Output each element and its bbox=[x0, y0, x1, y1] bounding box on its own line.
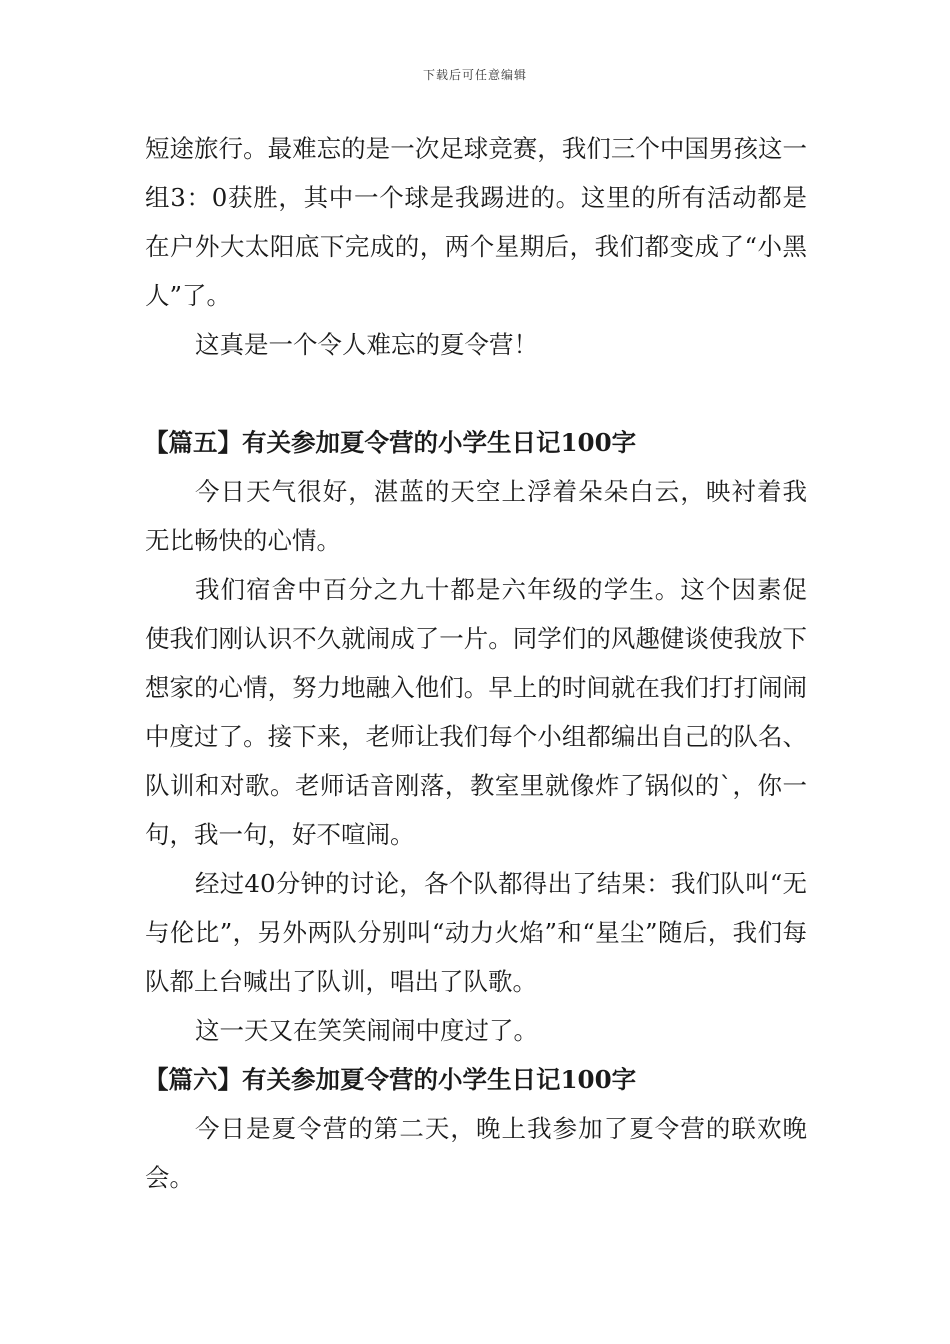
paragraph-part5-1: 今日天气很好，湛蓝的天空上浮着朵朵白云，映衬着我无比畅快的心情。 bbox=[145, 477, 807, 555]
paragraph-intro-2: 这真是一个令人难忘的夏令营！ bbox=[195, 330, 538, 359]
paragraph-intro-1: 短途旅行。最难忘的是一次足球竞赛，我们三个中国男孩这一组3：0获胜，其中一个球是我踢进的。这里的所有活动都是在户外大太阳底下完成的，两个星期后，我们都变成了“小黑人”了。 bbox=[145, 134, 807, 310]
paragraph-part5-2: 我们宿舍中百分之九十都是六年级的学生。这个因素促使我们刚认识不久就闹成了一片。同学们的风趣健谈使我放下想家的心情，努力地融入他们。早上的时间就在我们打打闹闹中度过了。接下来，老师让我们每个小组都编出自己的队名、队训和对歌。老师话音刚落，教室里就像炸了锅似的`，你一句，我一句，好不喧闹。 bbox=[145, 575, 807, 849]
section-title-part5: 【篇五】有关参加夏令营的小学生日记100字 bbox=[144, 428, 637, 457]
paragraph-part5-3: 经过40分钟的讨论，各个队都得出了结果：我们队叫“无与伦比”，另外两队分别叫“动力火焰”和“星尘”随后，我们每队都上台喊出了队训，唱出了队歌。 bbox=[145, 869, 807, 996]
section-title-part6: 【篇六】有关参加夏令营的小学生日记100字 bbox=[144, 1065, 637, 1094]
paragraph-part5-4: 这一天又在笑笑闹闹中度过了。 bbox=[195, 1016, 538, 1045]
section-spacer bbox=[145, 369, 807, 418]
page-header-note: 下载后可任意编辑 bbox=[422, 68, 527, 82]
document-body bbox=[145, 124, 807, 1202]
paragraph-part6-1: 今日是夏令营的第二天，晚上我参加了夏令营的联欢晚会。 bbox=[145, 1114, 807, 1192]
